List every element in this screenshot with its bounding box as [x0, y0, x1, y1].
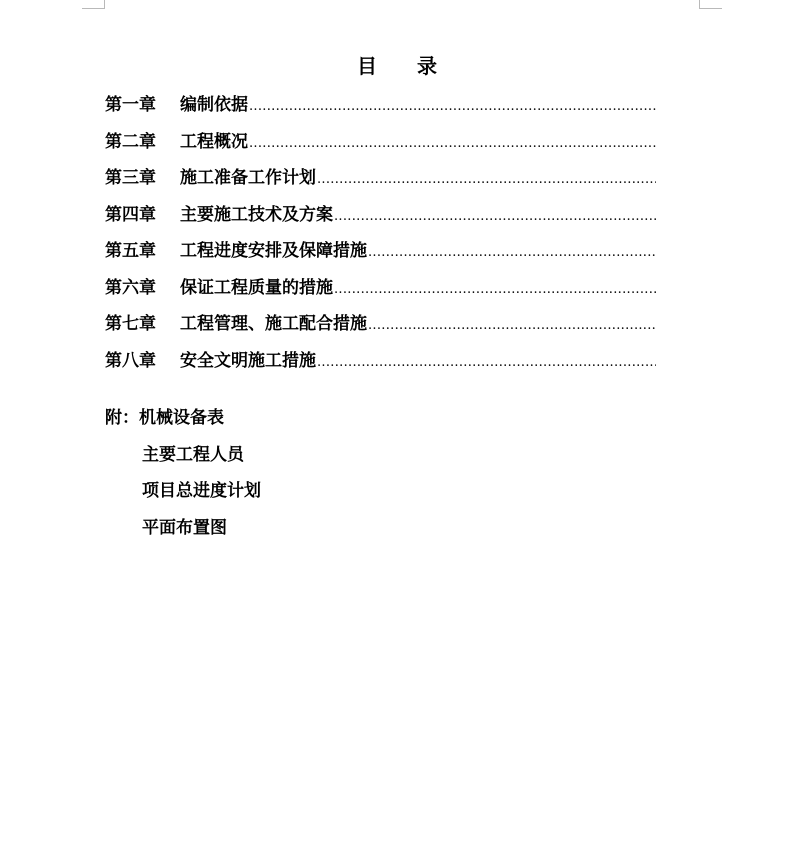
- toc-entry[interactable]: [105, 346, 656, 383]
- toc-chapter-number: 第三章: [105, 168, 156, 188]
- toc-dot-leader: [334, 209, 656, 224]
- toc-chapter-number: 第四章: [105, 204, 156, 225]
- toc-entry[interactable]: [105, 90, 656, 127]
- appendix-label: 附：: [105, 408, 139, 428]
- page-corner-mark-top-left: [82, 0, 105, 9]
- toc-entry[interactable]: [105, 309, 656, 346]
- toc-dot-leader: [249, 136, 656, 151]
- toc-entry[interactable]: [105, 200, 656, 237]
- toc-entry[interactable]: [105, 163, 656, 200]
- toc-dot-leader: [368, 245, 656, 260]
- appendix-item: 平面布置图: [142, 517, 227, 538]
- toc-dot-leader: [317, 172, 656, 187]
- page-corner-mark-top-right: [699, 0, 722, 9]
- toc-chapter-number: 第五章: [105, 241, 156, 261]
- toc-chapter-title: 编制依据: [180, 95, 248, 115]
- appendix-row: [105, 403, 261, 440]
- toc-chapter-number: 第七章: [105, 314, 156, 334]
- appendix-item: 机械设备表: [139, 408, 224, 428]
- toc-chapter-title: 工程进度安排及保障措施: [180, 241, 367, 261]
- toc-title: 目 录: [357, 54, 437, 78]
- toc-entry[interactable]: [105, 236, 656, 273]
- toc-chapter-title: 施工准备工作计划: [180, 168, 316, 188]
- toc-dot-leader: [317, 355, 656, 370]
- toc-dot-leader: [334, 282, 656, 297]
- appendix-section: [105, 403, 261, 549]
- appendix-item: 主要工程人员: [142, 444, 244, 465]
- toc-chapter-title: 工程概况: [180, 131, 248, 152]
- toc-entry[interactable]: [105, 127, 656, 164]
- toc-list: [105, 90, 656, 382]
- toc-chapter-number: 第二章: [105, 131, 156, 152]
- toc-dot-leader: [368, 318, 656, 333]
- toc-chapter-title: 保证工程质量的措施: [180, 277, 333, 298]
- toc-chapter-title: 主要施工技术及方案: [180, 204, 333, 225]
- toc-chapter-number: 第一章: [105, 95, 156, 115]
- toc-entry[interactable]: [105, 273, 656, 310]
- toc-chapter-number: 第八章: [105, 350, 156, 371]
- appendix-item: 项目总进度计划: [142, 481, 261, 501]
- toc-chapter-title: 工程管理、施工配合措施: [180, 314, 367, 334]
- toc-dot-leader: [249, 99, 656, 114]
- toc-chapter-number: 第六章: [105, 277, 156, 298]
- toc-chapter-title: 安全文明施工措施: [180, 350, 316, 371]
